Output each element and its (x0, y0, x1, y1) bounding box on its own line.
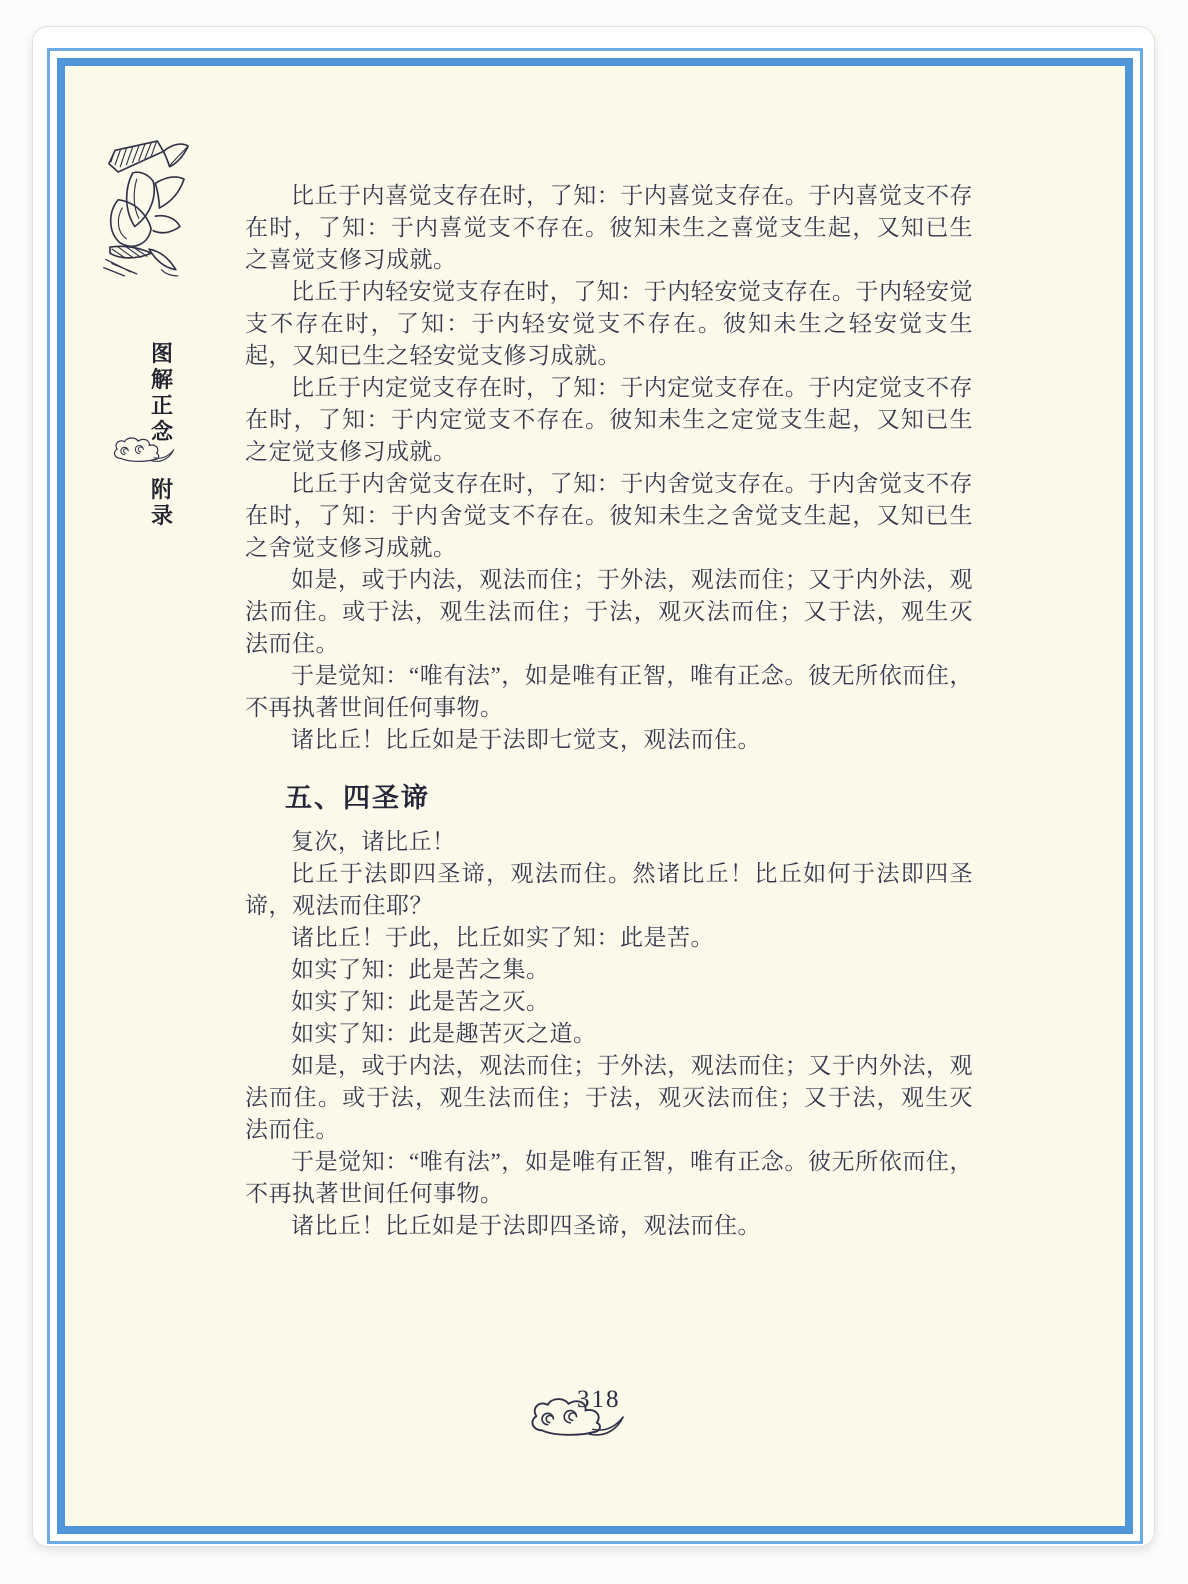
book-title-char: 解 (150, 367, 173, 392)
body-paragraph: 诸比丘！于此，比丘如实了知：此是苦。 (291, 925, 714, 950)
body-paragraph: 如是，或于内法，观法而住；于外法，观法而住；又于内外法，观法而住。或于法，观生法而住；于法，观灭法而住；又于法，观生灭法而住。 (245, 1053, 973, 1142)
body-paragraph: 如实了知：此是趣苦灭之道。 (291, 1021, 597, 1046)
peony-flower-illustration (101, 138, 193, 280)
sidebar-book-title (149, 341, 175, 445)
body-paragraph: 如实了知：此是苦之灭。 (291, 989, 550, 1014)
section-heading: 五、四圣谛 (285, 783, 430, 813)
body-paragraph: 诸比丘！比丘如是于法即七觉支，观法而住。 (291, 727, 761, 752)
body-paragraph: 比丘于内定觉支存在时，了知：于内定觉支存在。于内定觉支不存在时，了知：于内定觉支不存在。彼知未生之定觉支生起，又知已生之定觉支修习成就。 (245, 375, 973, 464)
book-title-char: 图 (150, 341, 173, 366)
book-title-char: 正 (150, 393, 173, 418)
footer-cloud-icon (527, 1398, 625, 1440)
body-paragraph: 诸比丘！比丘如是于法即四圣谛，观法而住。 (291, 1213, 761, 1238)
page-number: 318 (577, 1386, 621, 1413)
body-paragraph: 复次，诸比丘！ (291, 829, 456, 854)
body-paragraph: 如是，或于内法，观法而住；于外法，观法而住；又于内外法，观法而住。或于法，观生法而住；于法，观灭法而住；又于法，观生灭法而住。 (245, 567, 973, 656)
section-label-char: 录 (150, 503, 173, 528)
sidebar-cloud-icon (111, 434, 175, 468)
body-paragraph: 比丘于法即四圣谛，观法而住。然诸比丘！比丘如何于法即四圣谛，观法而住耶？ (245, 861, 973, 918)
body-paragraph: 如实了知：此是苦之集。 (291, 957, 550, 982)
text-column (245, 180, 973, 1242)
body-paragraph: 比丘于内轻安觉支存在时，了知：于内轻安觉支存在。于内轻安觉支不存在时，了知：于内轻安觉支不存在。彼知未生之轻安觉支生起，又知已生之轻安觉支修习成就。 (245, 279, 973, 368)
book-title-char: 念 (150, 419, 173, 444)
body-paragraph: 于是觉知：“唯有法”，如是唯有正智，唯有正念。彼无所依而住，不再执著世间任何事物。 (245, 1149, 973, 1206)
body-paragraph: 比丘于内舍觉支存在时，了知：于内舍觉支存在。于内舍觉支不存在时，了知：于内舍觉支不存在。彼知未生之舍觉支生起，又知已生之舍觉支修习成就。 (245, 471, 973, 560)
section-label-char: 附 (150, 477, 173, 502)
body-paragraph: 比丘于内喜觉支存在时，了知：于内喜觉支存在。于内喜觉支不存在时，了知：于内喜觉支不存在。彼知未生之喜觉支生起，又知已生之喜觉支修习成就。 (245, 183, 973, 272)
body-paragraph: 于是觉知：“唯有法”，如是唯有正智，唯有正念。彼无所依而住，不再执著世间任何事物。 (245, 663, 973, 720)
sidebar-section-label (149, 477, 175, 529)
